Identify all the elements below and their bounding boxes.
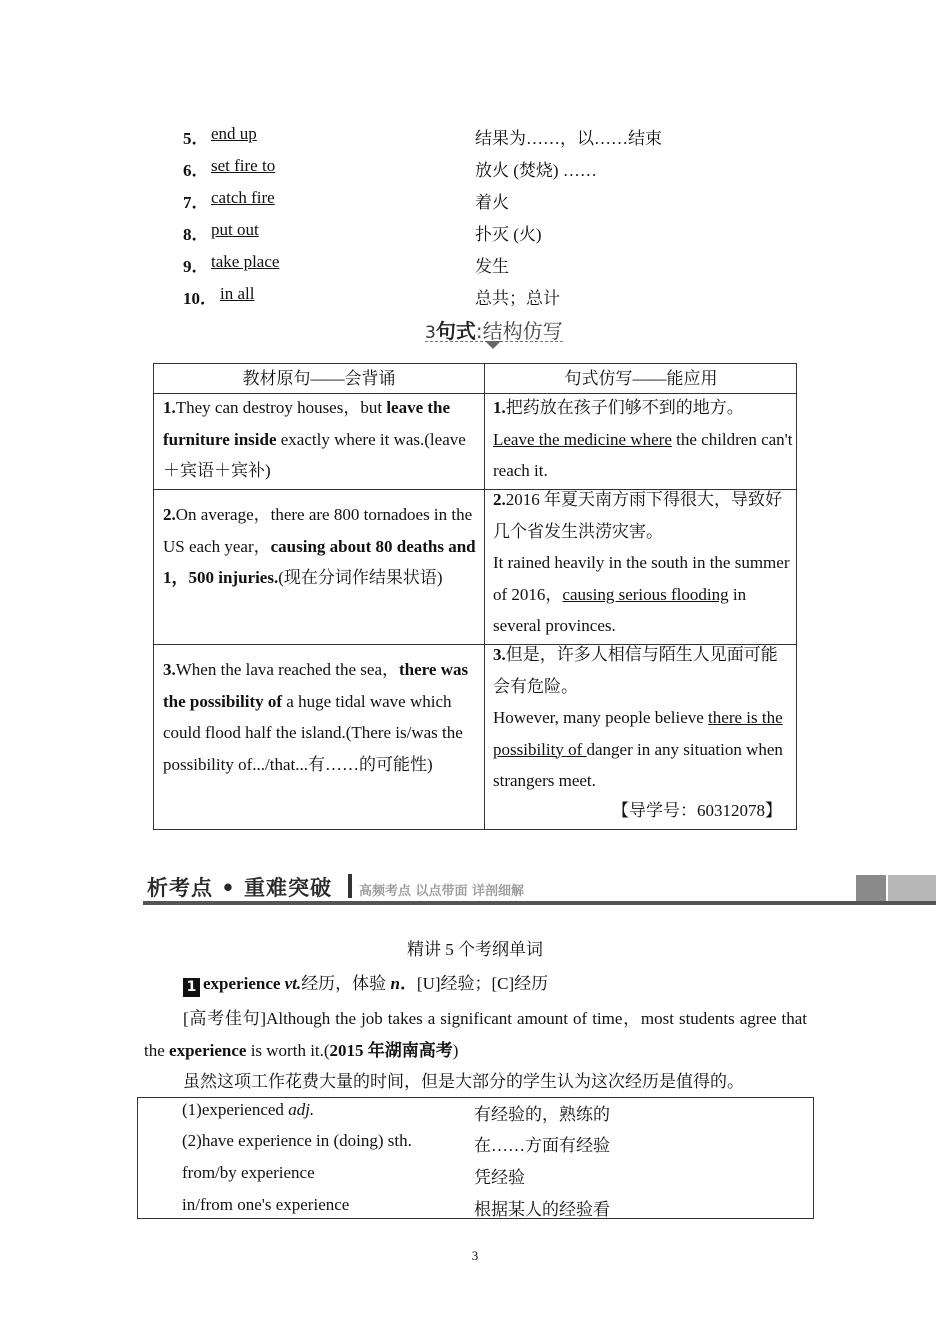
cell-chinese: 把药放在孩子们够不到的地方。 (505, 398, 744, 417)
cell-bold: leave the furniture inside (163, 398, 451, 449)
cell-answer: there is the possibility of (493, 708, 783, 759)
table-header-imitation: 句式仿写——能应用 (564, 369, 718, 388)
cell-bold: there was the possibility of (163, 660, 469, 711)
derivative-english: (2)have experience in (doing) sth. (182, 1131, 412, 1150)
item-number: 2. (163, 505, 176, 524)
cell-text: On average，there are 800 tornadoes in the US each year， (163, 505, 473, 556)
cell-text: danger in any situation when strangers meet. (493, 739, 783, 790)
table-divider (484, 364, 485, 829)
table-cell-original (163, 392, 479, 487)
item-number: 3. (163, 660, 176, 679)
page-number: 3 (471, 1248, 479, 1263)
example-label: [高考佳句] (183, 1009, 267, 1028)
cell-text: a huge tidal wave which could flood half the island.(There is/was the possibility of.../that...有……的可能性) (163, 691, 463, 774)
banner-block (856, 875, 886, 901)
vocab-entry (183, 972, 548, 997)
phrase-chinese: 着火 (475, 193, 509, 212)
phrase-item (183, 124, 743, 156)
reference-number: 【导学号：60312078】 (612, 801, 782, 820)
example-keyword: experience (169, 1041, 247, 1060)
table-cell-original (163, 499, 479, 594)
banner-rule (143, 901, 936, 905)
derivative-english: from/by experience (182, 1163, 315, 1182)
phrase-english: end up (211, 124, 257, 143)
table-cell-imitation (493, 484, 793, 642)
section-3-header (425, 315, 565, 345)
cell-text: exactly where it was.(leave＋宾语＋宾补) (163, 429, 466, 480)
item-number: 3. (493, 645, 506, 664)
phrase-item (183, 188, 743, 220)
cell-answer: Leave the medicine where (493, 429, 672, 449)
phrase-item (183, 156, 743, 188)
phrase-item (183, 284, 743, 316)
lecture-title: 精讲 5 个考纲单词 (407, 940, 543, 959)
phrase-chinese: 放火 (焚烧) …… (475, 161, 597, 180)
phrase-english: take place (211, 252, 280, 271)
derivative-chinese: 有经验的，熟练的 (474, 1105, 610, 1124)
example-sentence (144, 1003, 807, 1067)
phrase-number: 10． (183, 289, 217, 308)
cell-text: They can destroy houses，but (175, 398, 387, 417)
phrase-number: 8． (183, 225, 209, 244)
cell-text: When the lava reached the sea， (175, 660, 399, 679)
section-colon: : (475, 319, 483, 343)
cell-text: (现在分词作结果状语) (278, 568, 443, 587)
table-cell-original (163, 654, 479, 780)
phrase-chinese: 发生 (475, 257, 509, 276)
example-text: is worth it.( (246, 1041, 330, 1060)
entry-word: experience (203, 974, 281, 993)
table-header-original: 教材原句——会背诵 (242, 369, 396, 388)
entry-definition: [U]经验；[C]经历 (416, 974, 549, 993)
cell-text: in several provinces. (493, 584, 747, 635)
cell-chinese: 2016 年夏天南方雨下得很大，导致好几个省发生洪涝灾害。 (493, 490, 782, 541)
derivative-pos: adj. (288, 1100, 315, 1119)
entry-pos: n． (390, 974, 417, 993)
table-cell-imitation (493, 639, 793, 797)
derivative-item (182, 1131, 802, 1161)
section-title: 句式 (435, 319, 476, 343)
phrase-chinese: 总共；总计 (475, 289, 560, 308)
cell-text: It rained heavily in the south in the summer of 2016， (493, 553, 790, 604)
phrase-chinese: 扑灭 (火) (475, 225, 542, 244)
derivative-chinese: 在……方面有经验 (474, 1136, 610, 1155)
derivative-chinese: 根据某人的经验看 (474, 1200, 610, 1219)
phrase-item (183, 220, 743, 252)
entry-definition: 经历，体验 (301, 974, 391, 993)
phrase-english: put out (211, 220, 259, 239)
section-number: 3 (425, 323, 436, 343)
derivative-chinese: 凭经验 (474, 1168, 525, 1187)
cell-bold: causing about 80 deaths and 1，500 injuries. (163, 536, 476, 587)
phrase-number: 7． (183, 193, 209, 212)
phrase-english: in all (220, 284, 255, 303)
entry-number-badge: 1 (183, 978, 200, 997)
cell-text: However, many people believe (493, 708, 709, 727)
cell-text: the children can't reach it. (493, 429, 793, 480)
derivative-text: (1)experienced (182, 1100, 289, 1119)
section-subtitle: 结构仿写 (482, 319, 563, 343)
triangle-down-icon (485, 341, 501, 349)
derivative-item (182, 1100, 802, 1130)
derivative-english: in/from one's experience (182, 1195, 350, 1214)
phrase-number: 5． (183, 129, 209, 148)
item-number: 1. (163, 398, 176, 417)
example-text: Although the job takes a significant amount of time，most students agree that the (144, 1009, 807, 1060)
cell-chinese: 但是，许多人相信与陌生人见面可能会有危险。 (493, 645, 778, 696)
phrase-number: 6． (183, 161, 209, 180)
table-cell-imitation (493, 392, 793, 487)
phrase-english: set fire to (211, 156, 276, 175)
derivative-item (182, 1195, 802, 1225)
phrase-english: catch fire (211, 188, 275, 207)
banner-divider (348, 874, 352, 898)
example-text: ) (452, 1041, 459, 1060)
cell-answer: causing serious flooding (562, 584, 729, 604)
phrase-number: 9． (183, 257, 209, 276)
banner-title: 析考点 • 重难突破 (147, 876, 333, 900)
banner-block (888, 875, 936, 901)
section-banner (143, 870, 936, 906)
entry-pos: vt. (284, 974, 302, 993)
example-source: 2015 年湖南高考 (329, 1041, 453, 1060)
example-translation: 虽然这项工作花费大量的时间，但是大部分的学生认为这次经历是值得的。 (183, 1072, 744, 1091)
phrase-chinese: 结果为……，以……结束 (475, 129, 662, 148)
derivative-english (182, 1100, 314, 1120)
item-number: 1. (493, 398, 506, 417)
derivative-item (182, 1163, 802, 1193)
banner-tagline: 高频考点 以点带面 详剖细解 (359, 884, 525, 899)
sentence-table (153, 363, 797, 830)
phrase-item (183, 252, 743, 284)
derivatives-box (137, 1097, 814, 1219)
item-number: 2. (493, 490, 506, 509)
